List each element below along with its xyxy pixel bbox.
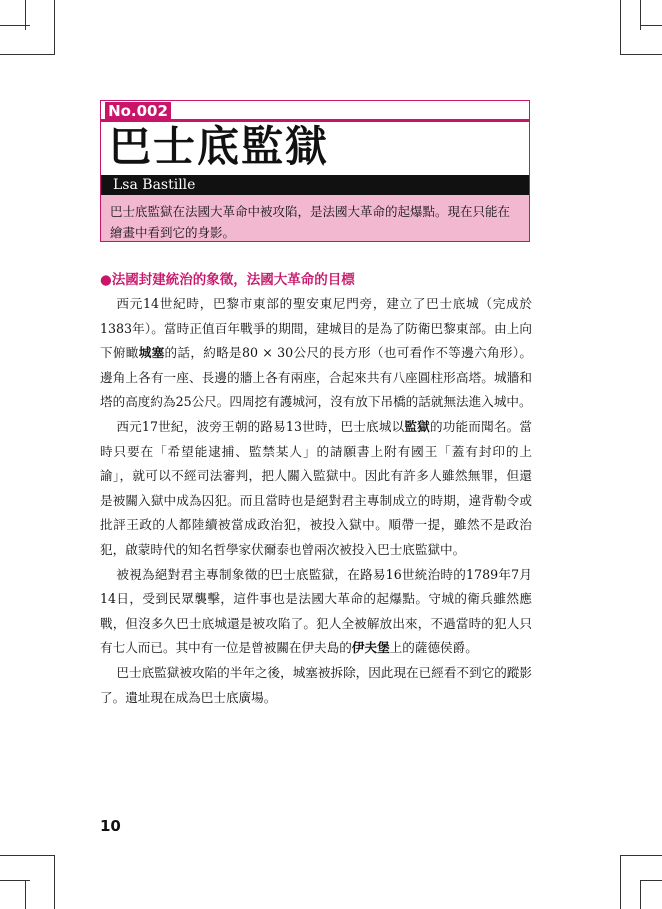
paragraph: 西元14世紀時，巴黎市東部的聖安東尼門旁，建立了巴士底城（完成於1383年）。當時正值百年戰爭的期間，建城目的是為了防衛巴黎東部。由上向下俯瞰城塞的話，約略是80 × 30公尺的長方形（也可看作不等邊六角形）。邊角上各有一座、長邊的牆上各有兩座，合起來共有八座圓柱形高塔。城牆和塔的高度約為25公尺。四周挖有護城河，沒有放下吊橋的話就無法進入城中。 xyxy=(100,296,533,410)
paragraph: 巴士底監獄被攻陷的半年之後，城塞被拆除，因此現在已經看不到它的蹤影了。遺址現在成為巴士底廣場。 xyxy=(100,664,532,705)
paragraph: 西元17世紀，波旁王朝的路易13世時，巴士底城以監獄的功能而聞名。當時只要在「希望能逮捕、監禁某人」的請願書上附有國王「蓋有封印的上諭」，就可以不經司法審判，把人關入監獄中。因此有許多人雖然無罪，但還是被關入獄中成為囚犯。而且當時也是絕對君主專制成立的時期，違背勒令或批評王政的人都陸續被當成政治犯，被投入獄中。順帶一提，雖然不是政治犯，啟蒙時代的知名哲學家伏爾泰也曾兩次被投入巴士底監獄中。 xyxy=(100,418,533,557)
body-text xyxy=(100,292,532,710)
page-title: 巴士底監獄 xyxy=(109,122,330,171)
crop-mark xyxy=(54,855,55,909)
entry-header xyxy=(100,100,530,242)
keyword: 監獄 xyxy=(404,418,430,434)
crop-mark xyxy=(640,880,641,909)
crop-mark xyxy=(0,880,30,881)
crop-mark xyxy=(640,25,662,26)
crop-mark xyxy=(620,0,621,55)
crop-mark xyxy=(0,25,30,26)
section-heading: ●法國封建統治的象徵，法國大革命的目標 xyxy=(100,272,355,288)
paragraph: 被視為絕對君主專制象徵的巴士底監獄，在路易16世統治時的1789年7月14日，受到民眾襲擊，這件事也是法國大革命的起爆點。守城的衛兵雖然應戰，但沒多久巴士底城還是被攻陷了。犯人全被解放出來，不過當時的犯人只有七人而已。其中有一位是曾被關在伊夫島的伊夫堡上的薩德侯爵。 xyxy=(100,566,532,656)
page-subtitle: Lsa Bastille xyxy=(101,175,529,195)
page-number: 10 xyxy=(100,817,121,835)
crop-mark xyxy=(0,54,55,55)
crop-mark xyxy=(620,54,662,55)
entry-number: No.002 xyxy=(105,102,171,121)
crop-mark xyxy=(0,855,55,856)
crop-mark xyxy=(620,855,621,909)
crop-mark xyxy=(640,880,662,881)
crop-mark xyxy=(25,880,26,909)
keyword: 伊夫堡 xyxy=(351,640,390,656)
crop-mark xyxy=(54,0,55,55)
crop-mark xyxy=(620,855,662,856)
summary-box: 巴士底監獄在法國大革命中被攻陷，是法國大革命的起爆點。現在只能在繪畫中看到它的身影。 xyxy=(101,195,529,241)
keyword: 城塞 xyxy=(138,345,165,361)
